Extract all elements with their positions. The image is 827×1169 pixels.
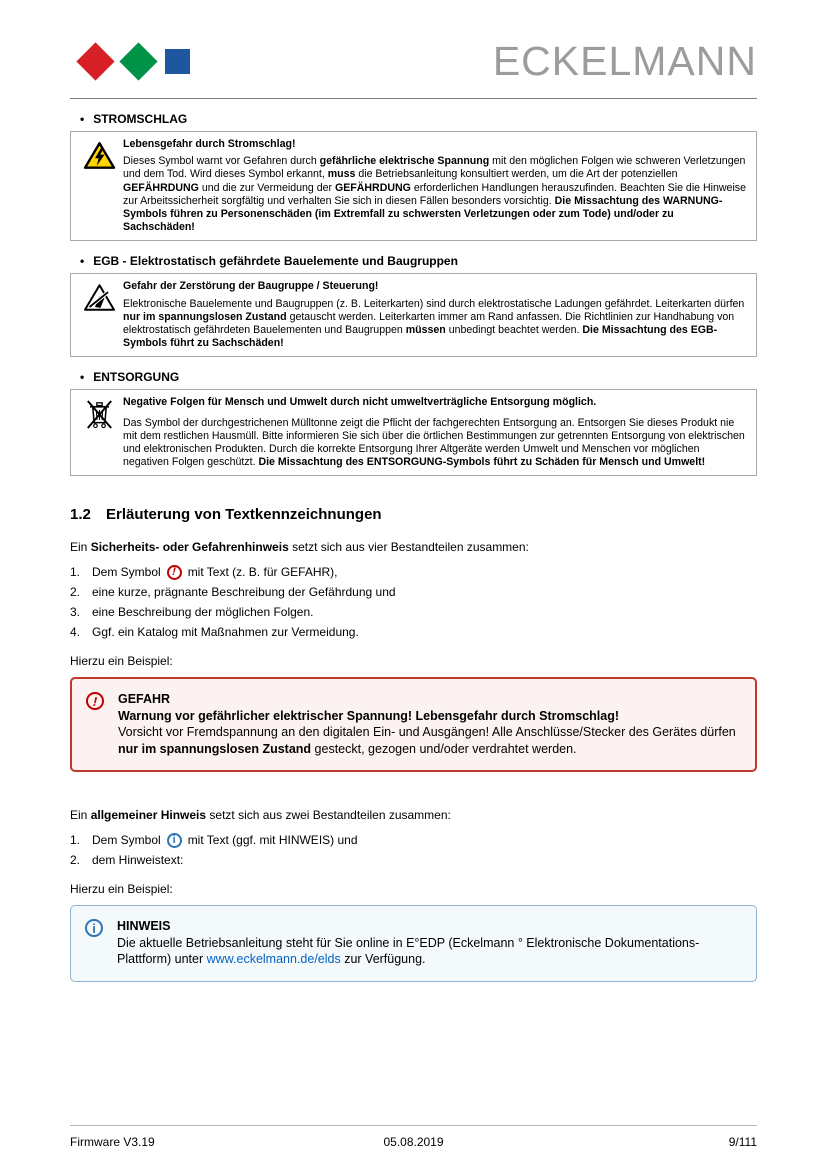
list-text: Ggf. ein Katalog mit Maßnahmen zur Vermeidung. bbox=[92, 625, 359, 640]
bullet-dot: • bbox=[80, 112, 85, 126]
danger-exclamation-icon: ! bbox=[86, 691, 118, 757]
list-number: 2. bbox=[70, 853, 81, 868]
intro-paragraph-hinweis: Ein allgemeiner Hinweis setzt sich aus zwei Bestandteilen zusammen: bbox=[70, 808, 451, 823]
warning-title: Lebensgefahr durch Stromschlag! bbox=[123, 138, 296, 150]
list-number: 2. bbox=[70, 585, 81, 600]
warning-body: Dieses Symbol warnt vor Gefahren durch gefährliche elektrische Spannung mit den möglichen Folgen wie schweren Verletzungen und dem Tod. Wird dieses Symbol erkannt, muss die Betriebsanleitung konsultiert werden, um die Art der potenziellen GEFÄHRDUNG und die zur Vermeidung der GEFÄHRDUNG erforderlichen Handlungen herauszufinden. Beachten Sie die Hinweise zur Arbeitssicherheit sorgfältig und verhalten Sie sich in diesen Fällen besonders vorsichtig. Die Missachtung des WARNUNG-Symbols führen zu Personenschäden (im Extremfall zu schwersten Verletzungen oder zum Tode) und/oder zu Sachschäden! bbox=[123, 155, 746, 234]
bullet-label: EGB - Elektrostatisch gefährdete Bauelemente und Baugruppen bbox=[93, 254, 458, 269]
list-text: eine Beschreibung der möglichen Folgen. bbox=[92, 605, 314, 620]
hinweis-example-box bbox=[70, 905, 757, 982]
hinweis-body: Die aktuelle Betriebsanleitung steht für Sie online in E°EDP (Eckelmann ° Elektronische Dokumentations-Plattform) unter www.eckelmann.de/elds zur Verfügung. bbox=[117, 935, 700, 967]
footer-date: 05.08.2019 bbox=[383, 1135, 444, 1149]
high-voltage-warning-icon bbox=[80, 138, 118, 234]
list-item bbox=[70, 831, 757, 849]
list-item bbox=[70, 583, 757, 601]
footer-page-number: 9/111 bbox=[728, 1135, 757, 1149]
list-item bbox=[70, 603, 757, 621]
esd-warning-icon bbox=[80, 280, 118, 350]
danger-exclamation-icon: ! bbox=[167, 565, 182, 580]
list-text: Dem Symbol bbox=[92, 833, 161, 848]
bullet-label: STROMSCHLAG bbox=[93, 112, 188, 126]
warning-body: Das Symbol der durchgestrichenen Mülltonne zeigt die Pflicht der fachgerechten Entsorgung an. Entsorgen Sie dieses Produkt nie mit dem restlichen Hausmüll. Bitte informieren Sie sich über die örtlichen Bestimmungen zur getrennten Entsorgung von elektrischen und elektronischen Produkten. Durch die korrekte Entsorgung Ihrer Altgeräte werden Umwelt und Menschen vor möglichen negativen Folgen geschützt. Die Missachtung des ENTSORGUNG-Symbols führt zu Schäden für Mensch und Umwelt! bbox=[123, 416, 745, 469]
footer-divider bbox=[70, 1125, 757, 1126]
list-text: mit Text (ggf. mit HINWEIS) und bbox=[187, 833, 358, 848]
warning-box-egb bbox=[70, 273, 757, 357]
gefahr-subtitle: Warnung vor gefährlicher elektrischer Spannung! Lebensgefahr durch Stromschlag! bbox=[118, 708, 620, 723]
list-number: 3. bbox=[70, 605, 81, 620]
warning-box-entsorgung bbox=[70, 389, 757, 476]
safety-note-components-list bbox=[70, 563, 757, 641]
list-text: eine kurze, prägnante Beschreibung der Gefährdung und bbox=[92, 585, 396, 600]
section-number: 1.2 bbox=[70, 506, 91, 524]
warning-body: Elektronische Bauelemente und Baugruppen (z. B. Leiterkarten) sind durch elektrostatische Ladungen gefährdet. Leiterkarten dürfen nur im spannungslosen Zustand getauscht werden. Leiterkarten immer am Rand anfassen. Die Richtlinien zur Handhabung von elektrostatisch gefährdeten Bauelementen und Baugruppen müssen unbedingt beachtet werden. Die Missachtung des EGB-Symbols führt zu Sachschäden! bbox=[123, 297, 745, 350]
crossed-out-waste-bin-icon bbox=[80, 396, 118, 469]
eckelmann-logo-icon bbox=[70, 38, 190, 84]
page-footer bbox=[70, 1125, 757, 1149]
brand-wordmark: ECKELMANN bbox=[492, 37, 757, 84]
elds-link[interactable]: www.eckelmann.de/elds bbox=[206, 952, 341, 967]
gefahr-body: Vorsicht vor Fremdspannung an den digitalen Ein- und Ausgängen! Alle Anschlüsse/Stecker des Gerätes dürfen nur im spannungslosen Zustand gesteckt, gezogen und/oder verdrahtet werden. bbox=[118, 725, 736, 756]
bullet-heading-entsorgung bbox=[80, 370, 757, 384]
warning-title: Gefahr der Zerstörung der Baugruppe / Steuerung! bbox=[123, 280, 379, 293]
bullet-dot: • bbox=[80, 370, 85, 385]
general-note-components-list bbox=[70, 831, 757, 869]
example-label: Hierzu ein Beispiel: bbox=[70, 654, 173, 669]
gefahr-example-box bbox=[70, 677, 757, 772]
list-text: mit Text (z. B. für GEFAHR), bbox=[187, 565, 338, 580]
bullet-heading-stromschlag bbox=[80, 112, 757, 126]
gefahr-title: GEFAHR bbox=[118, 692, 171, 707]
warning-title: Negative Folgen für Mensch und Umwelt durch nicht umweltverträgliche Entsorgung möglich. bbox=[123, 396, 597, 409]
list-number: 4. bbox=[70, 625, 81, 640]
intro-paragraph-safety: Ein Sicherheits- oder Gefahrenhinweis setzt sich aus vier Bestandteilen zusammen: bbox=[70, 540, 529, 555]
list-text: Dem Symbol bbox=[92, 565, 161, 580]
list-item bbox=[70, 623, 757, 641]
section-heading bbox=[70, 506, 757, 523]
list-item bbox=[70, 563, 757, 581]
logo-green-diamond-icon bbox=[119, 42, 157, 80]
bullet-dot: • bbox=[80, 254, 85, 269]
list-item bbox=[70, 851, 757, 869]
list-number: 1. bbox=[70, 833, 81, 848]
bullet-label: ENTSORGUNG bbox=[93, 370, 180, 385]
section-title: Erläuterung von Textkennzeichnungen bbox=[106, 506, 382, 524]
hinweis-title: HINWEIS bbox=[117, 919, 171, 934]
list-number: 1. bbox=[70, 565, 81, 580]
logo-blue-square-icon bbox=[165, 49, 190, 74]
logo-red-diamond-icon bbox=[76, 42, 114, 80]
info-icon: i bbox=[85, 918, 117, 968]
info-icon: i bbox=[167, 833, 182, 848]
warning-box-stromschlag bbox=[70, 131, 757, 241]
page-header bbox=[70, 0, 757, 99]
footer-firmware-version: Firmware V3.19 bbox=[70, 1135, 155, 1149]
list-text: dem Hinweistext: bbox=[92, 853, 184, 868]
example-label: Hierzu ein Beispiel: bbox=[70, 882, 173, 897]
bullet-heading-egb bbox=[80, 254, 757, 268]
